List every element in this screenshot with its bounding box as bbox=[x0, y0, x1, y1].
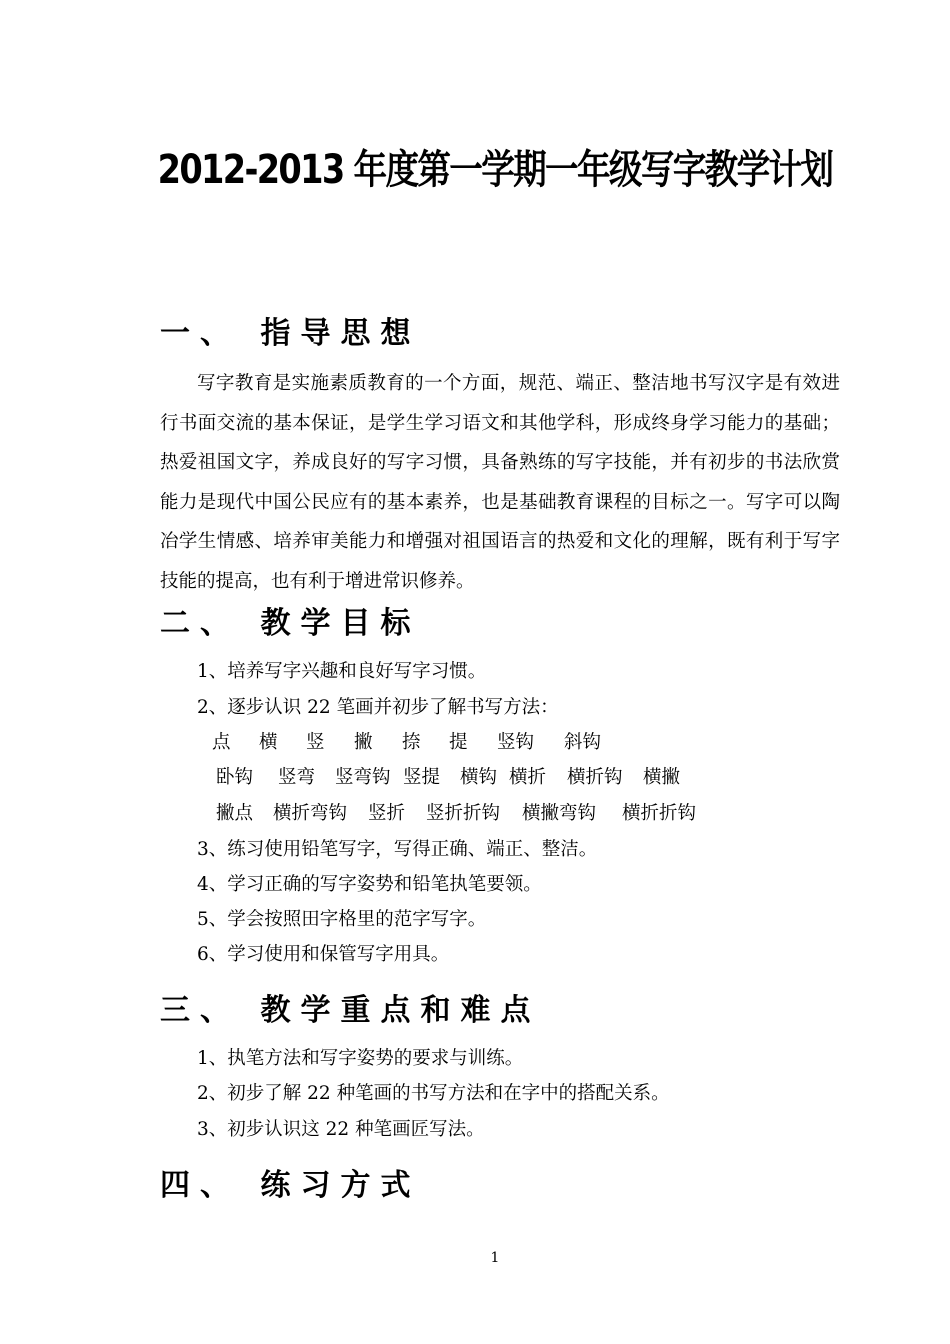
section-heading-1: 一、 指导思想 bbox=[160, 316, 421, 351]
document-title: 2012-2013 年度第一学期一年级写字教学计划 bbox=[157, 147, 833, 193]
stroke-name: 提 bbox=[449, 732, 468, 753]
goal-item-5: 5、学会按照田字格里的范字写字。 bbox=[197, 909, 487, 930]
goal-item-4: 4、学习正确的写字姿势和铅笔执笔要领。 bbox=[197, 874, 542, 895]
stroke-name: 横折折钩 bbox=[622, 803, 697, 824]
stroke-name: 横 bbox=[259, 732, 278, 753]
goal-item-3: 3、练习使用铅笔写字，写得正确、端正、整洁。 bbox=[197, 839, 598, 860]
section-heading-4: 四、 练习方式 bbox=[160, 1168, 421, 1203]
stroke-list-row-2 bbox=[216, 766, 680, 790]
stroke-list-row-3 bbox=[216, 802, 696, 826]
stroke-name: 横折钩 bbox=[567, 767, 623, 788]
stroke-list-row-1 bbox=[212, 731, 601, 755]
stroke-name: 竖弯 bbox=[278, 767, 316, 788]
stroke-name: 竖折折钩 bbox=[426, 803, 501, 824]
stroke-name: 捺 bbox=[402, 732, 421, 753]
focus-item-2: 2、初步了解 22 种笔画的书写方法和在字中的搭配关系。 bbox=[197, 1083, 670, 1104]
stroke-name: 竖 bbox=[306, 732, 325, 753]
goal-item-1: 1、培养写字兴趣和良好写字习惯。 bbox=[197, 661, 487, 682]
stroke-name: 横撇弯钩 bbox=[522, 803, 597, 824]
goal-item-2: 2、逐步认识 22 笔画并初步了解书写方法： bbox=[197, 697, 559, 718]
stroke-name: 竖提 bbox=[403, 767, 441, 788]
stroke-name: 撇 bbox=[354, 732, 373, 753]
stroke-name: 横钩 bbox=[460, 767, 498, 788]
stroke-name: 横撇 bbox=[643, 767, 681, 788]
stroke-name: 撇点 bbox=[216, 803, 254, 824]
stroke-name: 点 bbox=[212, 732, 231, 753]
focus-item-3: 3、初步认识这 22 种笔画匠写法。 bbox=[197, 1119, 485, 1140]
section-1-paragraph: 写字教育是实施素质教育的一个方面，规范、端正、整洁地书写汉字是有效进行书面交流的基本保证，是学生学习语文和其他学科，形成终身学习能力的基础；热爱祖国文字，养成良好的写字习惯，具备熟练的写字技能，并有初步的书法欣赏能力是现代中国公民应有的基本素养，也是基础教育课程的目标之一。写字可以陶冶学生情感、培养审美能力和增强对祖国语言的热爱和文化的理解，既有利于写字技能的提高，也有利于增进常识修养。 bbox=[160, 373, 840, 592]
page-number: 1 bbox=[490, 1250, 500, 1266]
section-heading-2: 二、 教学目标 bbox=[160, 606, 421, 641]
focus-item-1: 1、执笔方法和写字姿势的要求与训练。 bbox=[197, 1048, 524, 1069]
stroke-name: 横折弯钩 bbox=[273, 803, 348, 824]
goal-item-6: 6、学习使用和保管写字用具。 bbox=[197, 944, 450, 965]
stroke-name: 卧钩 bbox=[216, 767, 254, 788]
stroke-name: 竖钩 bbox=[497, 732, 535, 753]
stroke-name: 横折 bbox=[509, 767, 547, 788]
section-heading-3: 三、 教学重点和难点 bbox=[160, 993, 541, 1028]
stroke-name: 竖弯钩 bbox=[335, 767, 391, 788]
stroke-name: 竖折 bbox=[368, 803, 406, 824]
stroke-name: 斜钩 bbox=[564, 732, 602, 753]
